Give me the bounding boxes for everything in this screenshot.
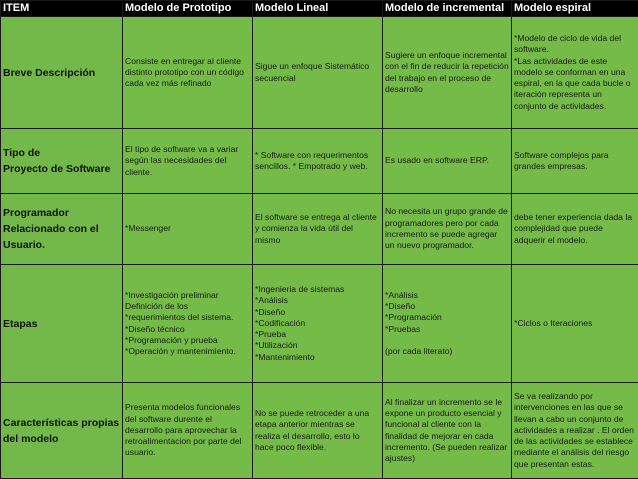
row-label: Etapas bbox=[1, 265, 123, 383]
row-label: Breve Descripción bbox=[1, 17, 123, 129]
cell-espiral: debe tener experiencia dada la complejidad que puede adquerir el modelo. bbox=[512, 194, 638, 265]
row-breve-descripcion bbox=[1, 17, 638, 129]
cell-incremental: *Análisis *Diseño *Programación *Pruebas (por cada literato) bbox=[383, 265, 512, 383]
row-tipo-proyecto bbox=[1, 129, 638, 194]
cell-lineal: Sigue un enfoque Sistemático secuencial bbox=[253, 17, 383, 129]
header-item: ITEM bbox=[1, 1, 123, 17]
row-label: Tipo de Proyecto de Software bbox=[1, 129, 123, 194]
cell-prototipo: Consiste en entregar al cliente distinto prototipo con un código cada vez más refinado bbox=[123, 17, 253, 129]
cell-prototipo: *Messenger bbox=[123, 194, 253, 265]
row-label: Características propias del modelo bbox=[1, 383, 123, 479]
cell-incremental: Es usado en software ERP. bbox=[383, 129, 512, 194]
cell-lineal: * Software con requerimentos sencillos. * Empotrado y web. bbox=[253, 129, 383, 194]
header-row bbox=[1, 1, 638, 17]
cell-lineal: *Ingenieria de sistemas *Análisis *Diseño *Codificación *Prueba *Utilización *Mantenimiento bbox=[253, 265, 383, 383]
cell-prototipo: *Investigación preliminar Definición de los *requerimientos del sistema. *Diseño técnico *Programación y prueba *Operación y mantenimiento. bbox=[123, 265, 253, 383]
row-label: Programador Relacionado con el Usuario. bbox=[1, 194, 123, 265]
cell-espiral: Se va realizando por intervenciones en las que se llevan a cabo un conjunto de actividades a realizar . El orden de las actividades se establece mediante el análisis del riesgo que presentan estas. bbox=[512, 383, 638, 479]
cell-espiral: *Modelo de ciclo de vida del software. *Las actividades de este modelo se conforman en una espiral, en la que cada bucle o iteración representa un conjunto de actividades. bbox=[512, 17, 638, 129]
cell-incremental: Sugiere un enfoque incremental con el fin de reducir la repetición del trabajo en el proceso de desarrollo bbox=[383, 17, 512, 129]
cell-incremental: Al finalizar un incremento se le expone un producto esencial y funcional al cliente con la finalidad de mejorar en cada incremento. (Se pueden realizar ajustes) bbox=[383, 383, 512, 479]
row-caracteristicas bbox=[1, 383, 638, 479]
cell-espiral: Software complejos para grandes empresas. bbox=[512, 129, 638, 194]
cell-prototipo: El tipo de software va a variar según las necesidades del cliente. bbox=[123, 129, 253, 194]
row-programador bbox=[1, 194, 638, 265]
header-espiral: Modelo espiral bbox=[512, 1, 638, 17]
cell-espiral: *Ciclos o Iteraciones bbox=[512, 265, 638, 383]
header-incremental: Modelo de incremental bbox=[383, 1, 512, 17]
cell-lineal: El software se entrega al cliente y comienza la vida útil del mismo bbox=[253, 194, 383, 265]
cell-incremental: No necesita un grupo grande de programadores pero por cada incremento se puede agregar un nuevo programador. bbox=[383, 194, 512, 265]
cell-lineal: No se puede retroceder a una etapa anterior mientras se realiza el desarrollo, esto lo hace poco flexible. bbox=[253, 383, 383, 479]
header-lineal: Modelo Lineal bbox=[253, 1, 383, 17]
cell-prototipo: Presenta modelos funcionales del software durente el desarrollo para aprovechar la retroalimentacion por parte del usuario. bbox=[123, 383, 253, 479]
row-etapas bbox=[1, 265, 638, 383]
header-prototipo: Modelo de Prototipo bbox=[123, 1, 253, 17]
